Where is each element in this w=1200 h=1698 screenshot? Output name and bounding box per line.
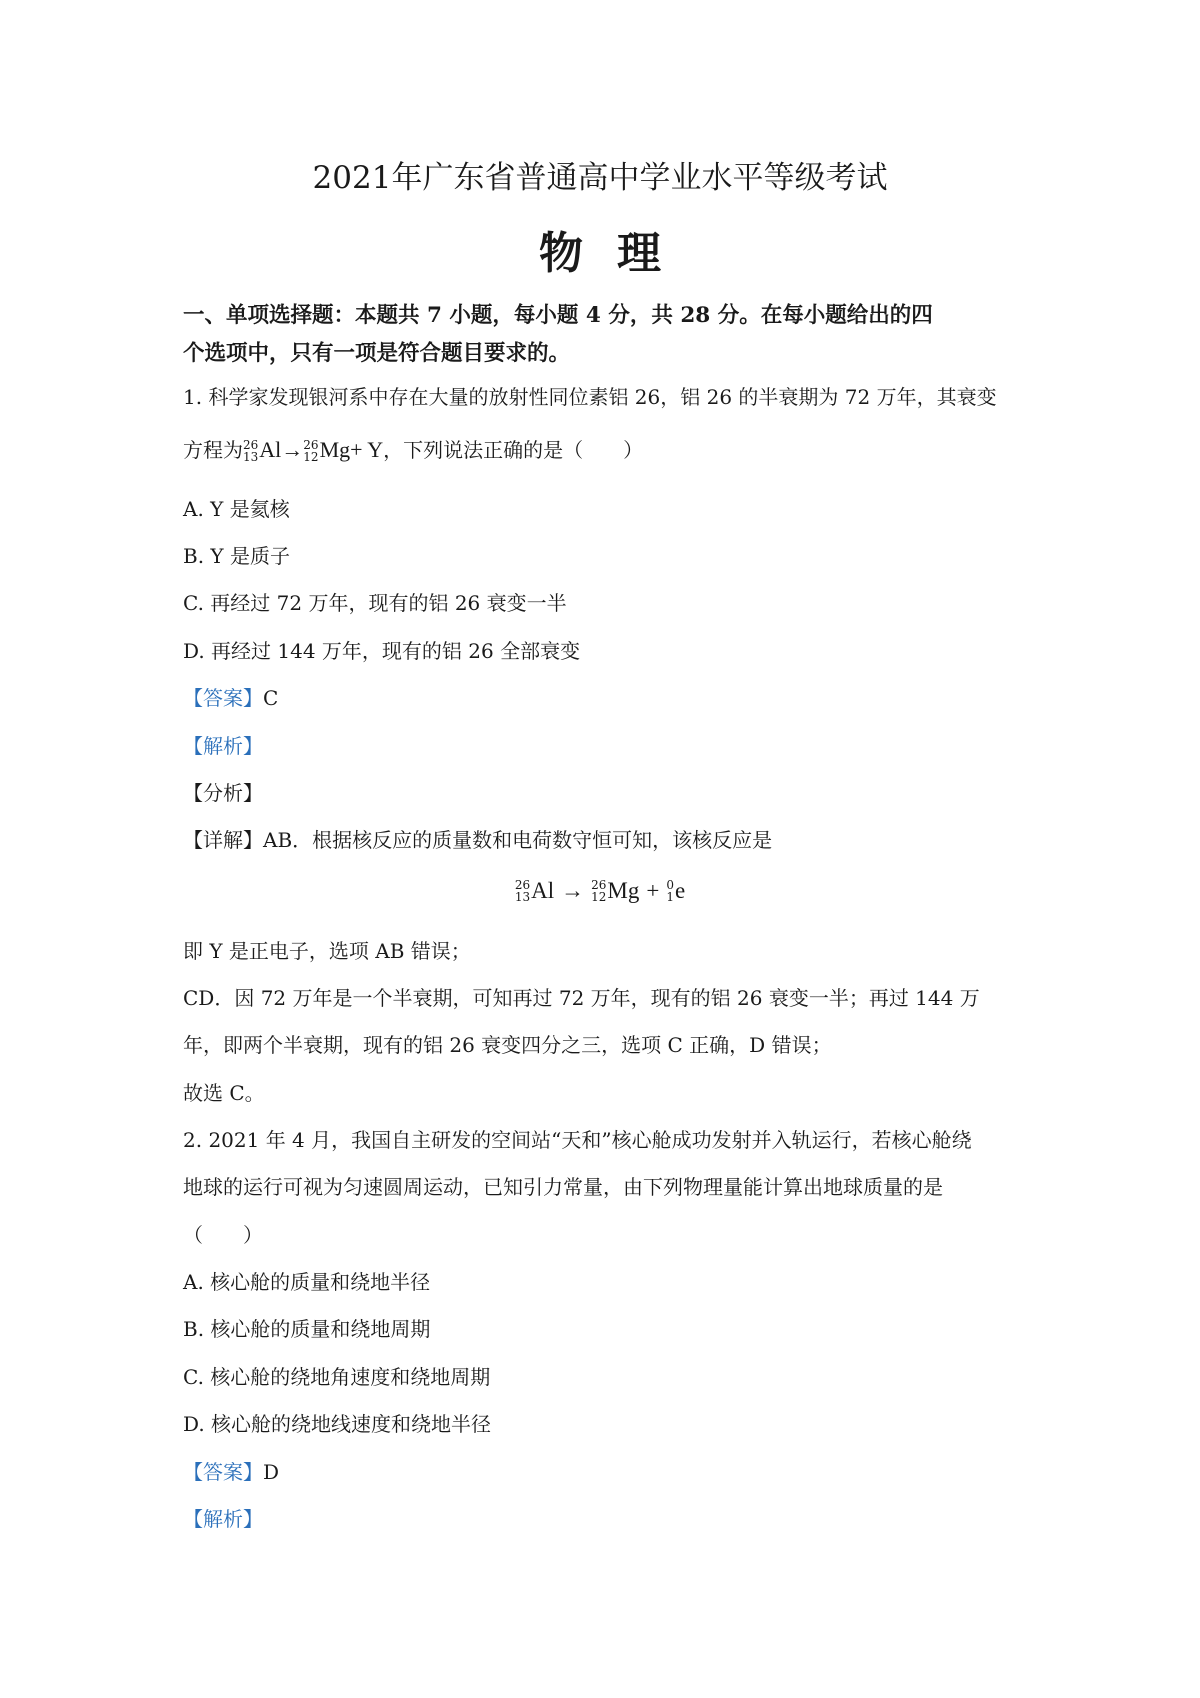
mg-mass-number-2: 26 <box>591 878 607 892</box>
q2-analysis-label: 【解析】 <box>183 1507 263 1531</box>
q1-decay-equation <box>243 436 383 464</box>
q1-reaction-equation <box>0 876 1200 907</box>
exam-title: 2021年广东省普通高中学业水平等级考试 <box>312 160 888 196</box>
arrow-symbol-2: → <box>561 878 585 903</box>
detail-text: AB．根据核反应的质量数和电荷数守恒可知，该核反应是 <box>263 828 773 852</box>
answer-value-2: D <box>263 1460 280 1484</box>
mg-mass-number: 26 <box>303 437 319 452</box>
q1-option-d: D. 再经过 144 万年，现有的铝 26 全部衰变 <box>183 639 581 663</box>
plus-y: + Y <box>350 437 384 462</box>
q1-after-equation: 即 Y 是正电子，选项 AB 错误； <box>183 939 471 963</box>
subject-title: 物理 <box>539 228 695 279</box>
q2-stem-line3: （ ） <box>183 1223 263 1247</box>
q2-option-d: D. 核心舱的绕地线速度和绕地半径 <box>183 1412 492 1436</box>
q2-option-a: A. 核心舱的质量和绕地半径 <box>183 1270 431 1294</box>
q1-stem-suffix: ，下列说法正确的是（ ） <box>383 438 644 462</box>
section-heading-line2: 个选项中，只有一项是符合题目要求的。 <box>183 341 571 366</box>
e-mass-number: 0 <box>666 878 674 892</box>
section-heading-line1: 一、单项选择题：本题共 7 小题，每小题 4 分，共 28 分。在每小题给出的四 <box>183 303 933 328</box>
q1-cd-line2: 年，即两个半衰期，现有的铝 26 衰变四分之三，选项 C 正确，D 错误； <box>183 1033 832 1057</box>
q1-stem-line1: 1. 科学家发现银河系中存在大量的放射性同位素铝 26，铝 26 的半衰期为 72 万年，其衰变 <box>183 385 997 409</box>
plus-symbol-2: + <box>646 878 660 903</box>
al-isotope-numbers-2 <box>515 879 530 903</box>
q1-stem-line2 <box>183 436 643 464</box>
mg-symbol: Mg <box>319 437 351 462</box>
q1-cd-line1: CD．因 72 万年是一个半衰期，可知再过 72 万年，现有的铝 26 衰变一半；再过 144 万 <box>183 986 980 1010</box>
q2-option-c: C. 核心舱的绕地角速度和绕地周期 <box>183 1365 491 1389</box>
q1-option-b: B. Y 是质子 <box>183 544 290 568</box>
detail-label: 【详解】 <box>183 828 263 852</box>
al-mass-number: 26 <box>243 437 259 452</box>
mg-atomic-number: 12 <box>303 449 319 464</box>
answer-label: 【答案】 <box>183 686 263 710</box>
mg-isotope-numbers <box>303 439 318 463</box>
q1-analysis-label: 【解析】 <box>183 734 263 758</box>
e-symbol: e <box>674 878 686 903</box>
al-isotope-numbers <box>243 439 258 463</box>
answer-label-2: 【答案】 <box>183 1460 263 1484</box>
positron-numbers <box>666 879 674 903</box>
q2-stem-line1: 2. 2021 年 4 月，我国自主研发的空间站“天和”核心舱成功发射并入轨运行，若核心舱绕 <box>183 1128 972 1152</box>
mg-symbol-2: Mg <box>607 878 640 903</box>
mg-isotope-numbers-2 <box>591 879 606 903</box>
al-atomic-number: 13 <box>243 449 259 464</box>
q1-conclusion: 故选 C。 <box>183 1081 265 1105</box>
q1-stem-prefix: 方程为 <box>183 438 243 462</box>
al-atomic-number-2: 13 <box>514 890 531 904</box>
q1-fenxi-label: 【分析】 <box>183 781 263 805</box>
q1-option-c: C. 再经过 72 万年，现有的铝 26 衰变一半 <box>183 591 567 615</box>
q1-option-a: A. Y 是氦核 <box>183 497 290 521</box>
q2-stem-line2: 地球的运行可视为匀速圆周运动，已知引力常量，由下列物理量能计算出地球质量的是 <box>183 1175 943 1199</box>
mg-atomic-number-2: 12 <box>591 890 607 904</box>
q1-answer <box>183 684 278 712</box>
al-mass-number-2: 26 <box>514 878 531 892</box>
answer-value: C <box>263 686 279 710</box>
e-atomic-number: 1 <box>666 890 674 904</box>
q2-answer <box>183 1458 279 1486</box>
al-symbol-2: Al <box>531 878 555 903</box>
arrow-symbol: → <box>281 437 304 462</box>
q1-detail <box>183 826 772 854</box>
al-symbol: Al <box>259 437 282 462</box>
q2-option-b: B. 核心舱的质量和绕地周期 <box>183 1317 431 1341</box>
